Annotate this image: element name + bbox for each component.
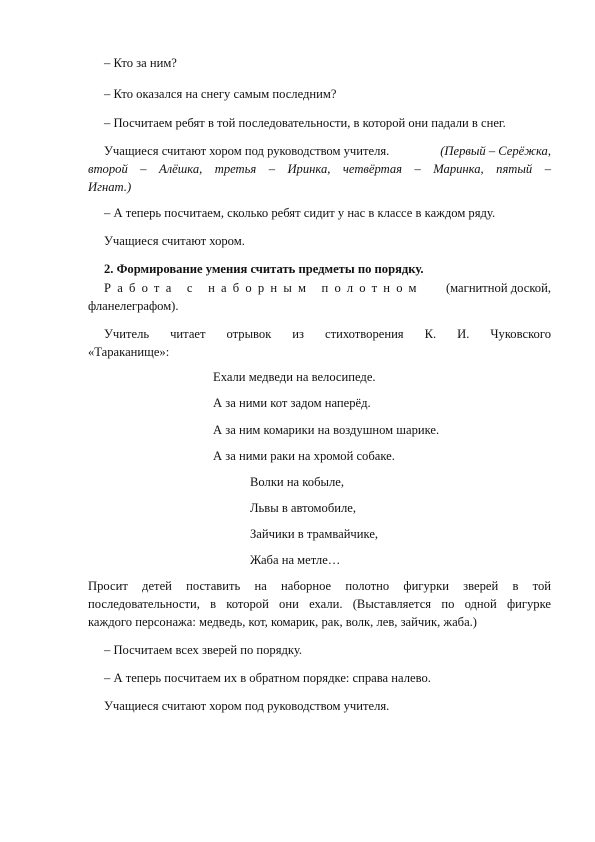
paragraph-students-count-final: Учащиеся считают хором под руководством учителя. [104, 699, 390, 713]
ask-children-line1: Просит детей поставить на наборное полотно фигурки зверей в той [88, 579, 551, 593]
poem-line: А за ним комарики на воздушном шарике. [213, 423, 440, 437]
work-rest-text: (магнитной доской, [445, 281, 551, 295]
poem-indented-line: Зайчики в трамвайчике, [250, 527, 379, 541]
question-who-last: – Кто оказался на снегу самым последним? [104, 87, 337, 101]
paragraph-students-count-line2: второй – Алёшка, третья – Иринка, четвёртая – Маринка, пятый – [88, 162, 551, 176]
poem-line: Ехали медведи на велосипеде. [213, 370, 376, 384]
paragraph-students-count-line1 [104, 143, 551, 159]
question-count-rows: – А теперь посчитаем, сколько ребят сидит у нас в классе в каждом ряду. [104, 206, 496, 220]
poem-indented-line: Волки на кобыле, [250, 475, 344, 489]
order-first-name: (Первый – Серёжка, [440, 144, 551, 158]
question-who-behind: – Кто за ним? [104, 56, 177, 70]
students-count-text: Учащиеся считают хором под руководством учителя. [104, 144, 390, 158]
poem-indented-line: Львы в автомобиле, [250, 501, 356, 515]
instruction-count-kids: – Посчитаем ребят в той последовательности, в которой они падали в снег. [104, 116, 506, 130]
section-title: 2. Формирование умения считать предметы по порядку. [104, 262, 424, 276]
work-line1 [104, 280, 551, 296]
work-spaced-text: Работа с наборным полотном [104, 281, 423, 295]
paragraph-students-count-line3: Игнат.) [88, 180, 132, 194]
teacher-reads-line1: Учитель читает отрывок из стихотворения К. И. Чуковского [104, 327, 551, 341]
teacher-reads-line2: «Тараканище»: [88, 345, 170, 359]
poem-indented-line: Жаба на метле… [250, 553, 341, 567]
instruction-count-reverse: – А теперь посчитаем их в обратном порядке: справа налево. [104, 671, 431, 685]
instruction-count-animals: – Посчитаем всех зверей по порядку. [104, 643, 303, 657]
poem-line: А за ними раки на хромой собаке. [213, 449, 395, 463]
ask-children-line2: последовательности, в которой они ехали. (Выставляется по одной фигурке [88, 597, 551, 611]
paragraph-students-chorus: Учащиеся считают хором. [104, 234, 245, 248]
poem-line: А за ними кот задом наперёд. [213, 396, 371, 410]
ask-children-line3: каждого персонажа: медведь, кот, комарик, рак, волк, лев, зайчик, жаба.) [88, 615, 478, 629]
work-line2: фланелеграфом). [88, 299, 179, 313]
